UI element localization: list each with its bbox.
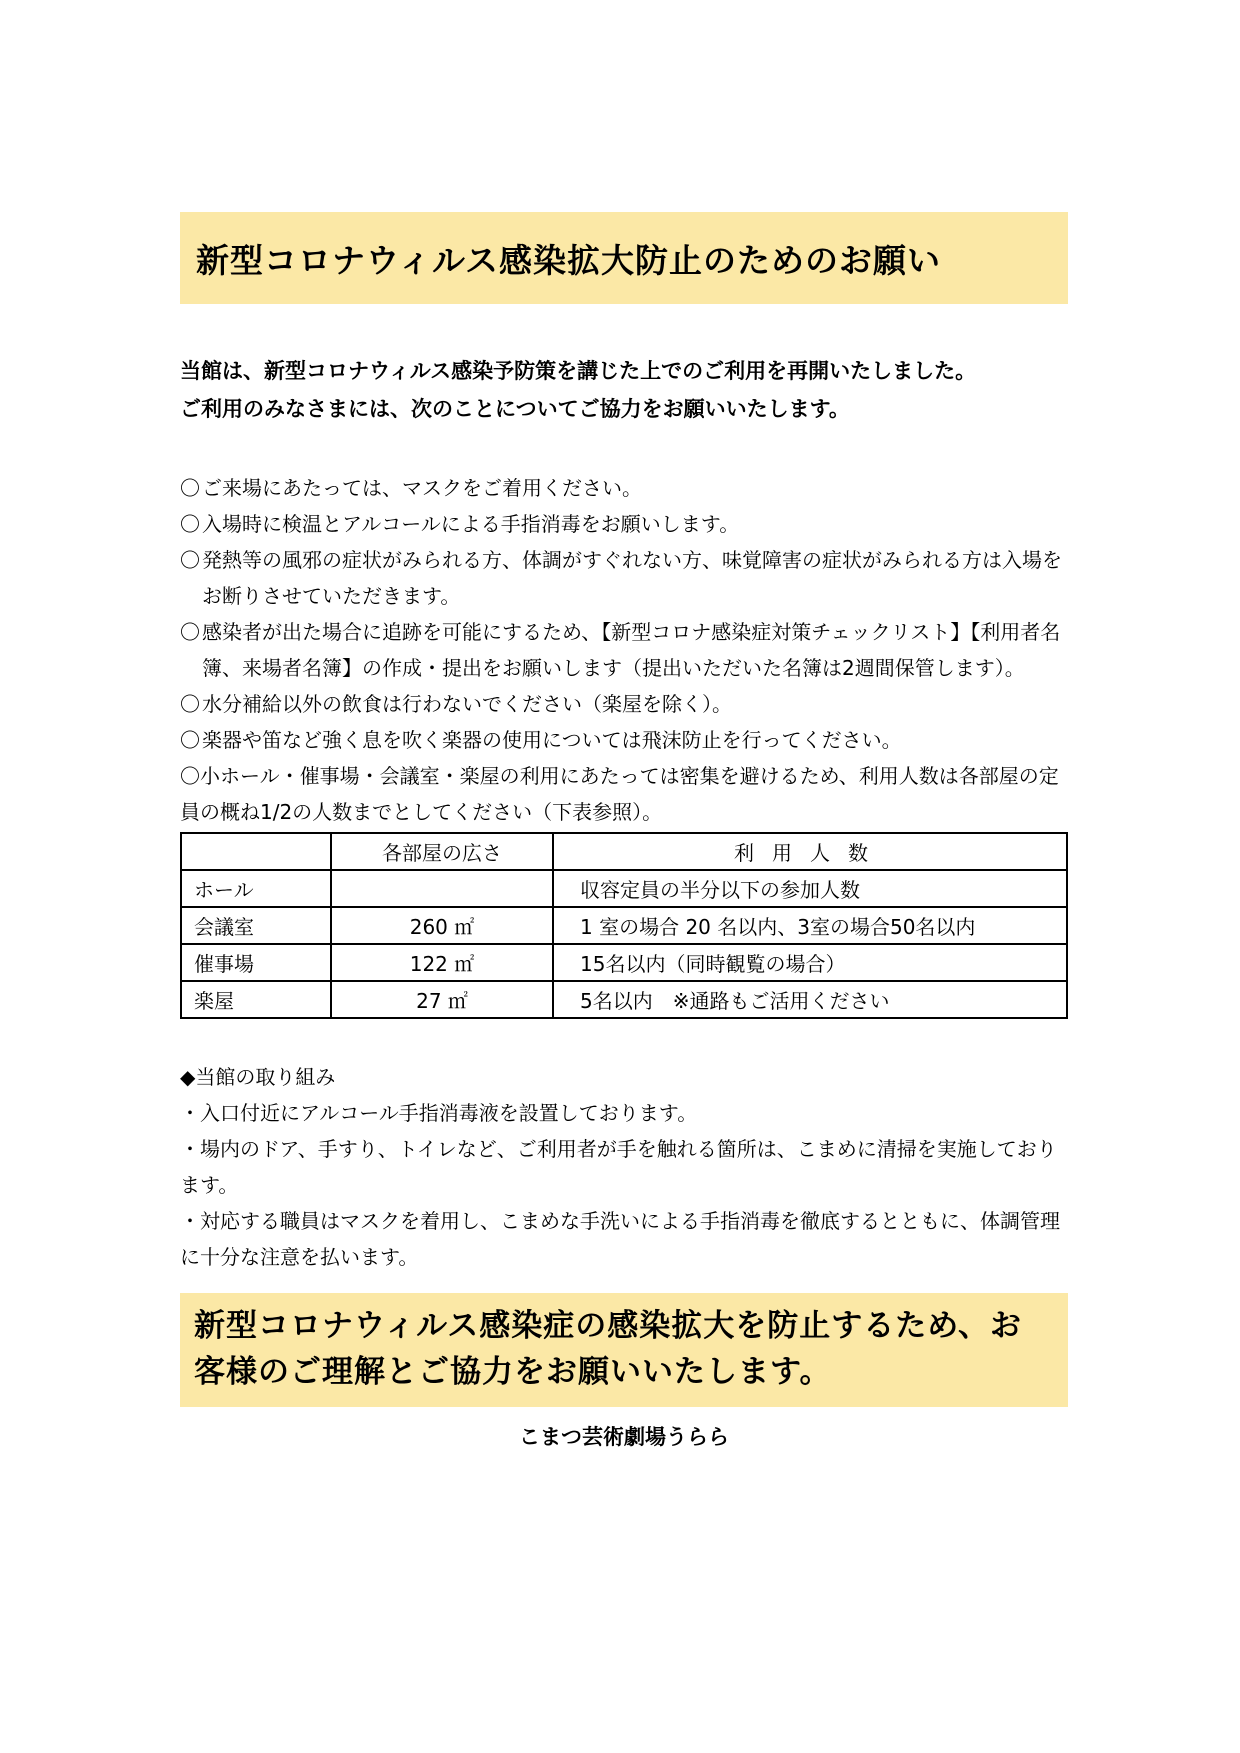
page-title: 新型コロナウィルス感染拡大防止のためのお願い xyxy=(196,240,942,280)
circle-mark: 〇 xyxy=(180,476,200,500)
closing-text: 新型コロナウィルス感染症の感染拡大を防止するため、お客様のご理解とご協力をお願いいたします。 xyxy=(194,1308,1022,1390)
room-area: 27 ㎡ xyxy=(331,981,553,1018)
rule-text: 水分補給以外の飲食は行わないでください（楽屋を除く）。 xyxy=(202,692,732,716)
room-capacity: 収容定員の半分以下の参加人数 xyxy=(553,870,1067,907)
circle-mark: 〇 xyxy=(180,764,200,788)
table-row xyxy=(181,981,1067,1018)
effort-item: ・対応する職員はマスクを着用し、こまめな手洗いによる手指消毒を徹底するとともに、体調管理に十分な注意を払います。 xyxy=(180,1209,1060,1269)
rules-list xyxy=(180,470,1068,830)
room-capacity: 15名以内（同時観覧の場合） xyxy=(553,944,1067,981)
rule-item xyxy=(180,470,1068,506)
room-capacity-table xyxy=(180,832,1068,1019)
room-area: 122 ㎡ xyxy=(331,944,553,981)
rule-text: 感染者が出た場合に追跡を可能にするため、【新型コロナ感染症対策チェックリスト】【利用者名簿、来場者名簿】の作成・提出をお願いします（提出いただいた名簿は2週間保管します）。 xyxy=(202,620,1061,680)
rule-text: ご来場にあたっては、マスクをご着用ください。 xyxy=(202,476,642,500)
circle-mark: 〇 xyxy=(180,728,200,752)
rule-item xyxy=(180,542,1068,614)
rule-item xyxy=(180,686,1068,722)
room-capacity: 1 室の場合 20 名以内、3室の場合50名以内 xyxy=(553,907,1067,944)
effort-item: ・場内のドア、手すり、トイレなど、ご利用者が手を触れる箇所は、こまめに清掃を実施しております。 xyxy=(180,1137,1057,1197)
rule-item xyxy=(180,614,1068,686)
notice-page xyxy=(180,212,1068,1451)
title-banner xyxy=(180,212,1068,304)
room-capacity: 5名以内 ※通路もご活用ください xyxy=(553,981,1067,1018)
table-header-row xyxy=(181,833,1067,870)
intro-line: ご利用のみなさまには、次のことについてご協力をお願いいたします。 xyxy=(180,397,850,421)
rule-text: 小ホール・催事場・会議室・楽屋の利用にあたっては密集を避けるため、利用人数は各部屋の定員の概ね1/2の人数までとしてください（下表参照）。 xyxy=(180,764,1059,824)
circle-mark: 〇 xyxy=(180,692,200,716)
room-area: 260 ㎡ xyxy=(331,907,553,944)
circle-mark: 〇 xyxy=(180,548,200,572)
room-area xyxy=(331,870,553,907)
header-cell xyxy=(181,833,331,870)
room-name: 会議室 xyxy=(181,907,331,944)
header-cell: 利用人数 xyxy=(553,833,1067,870)
room-name: 催事場 xyxy=(181,944,331,981)
table-row xyxy=(181,870,1067,907)
table-row xyxy=(181,907,1067,944)
organization-signature: こまつ芸術劇場うらら xyxy=(519,1425,729,1449)
rule-item xyxy=(180,506,1068,542)
circle-mark: 〇 xyxy=(180,512,200,536)
rule-text: 発熱等の風邪の症状がみられる方、体調がすぐれない方、味覚障害の症状がみられる方は入場をお断りさせていただきます。 xyxy=(202,548,1062,608)
rule-text: 入場時に検温とアルコールによる手指消毒をお願いします。 xyxy=(202,512,740,536)
circle-mark: 〇 xyxy=(180,620,200,644)
room-name: ホール xyxy=(181,870,331,907)
rule-item xyxy=(180,758,1068,830)
room-name: 楽屋 xyxy=(181,981,331,1018)
closing-banner xyxy=(180,1293,1068,1407)
efforts-heading: ◆当館の取り組み xyxy=(180,1065,336,1089)
rule-text: 楽器や笛など強く息を吹く楽器の使用については飛沫防止を行ってください。 xyxy=(202,728,902,752)
effort-item: ・入口付近にアルコール手指消毒液を設置しております。 xyxy=(180,1101,698,1125)
intro-paragraph xyxy=(180,352,1068,428)
rule-item xyxy=(180,722,1068,758)
intro-line: 当館は、新型コロナウィルス感染予防策を講じた上でのご利用を再開いたしました。 xyxy=(180,359,977,383)
efforts-section xyxy=(180,1059,1068,1275)
table-row xyxy=(181,944,1067,981)
header-cell: 各部屋の広さ xyxy=(331,833,553,870)
